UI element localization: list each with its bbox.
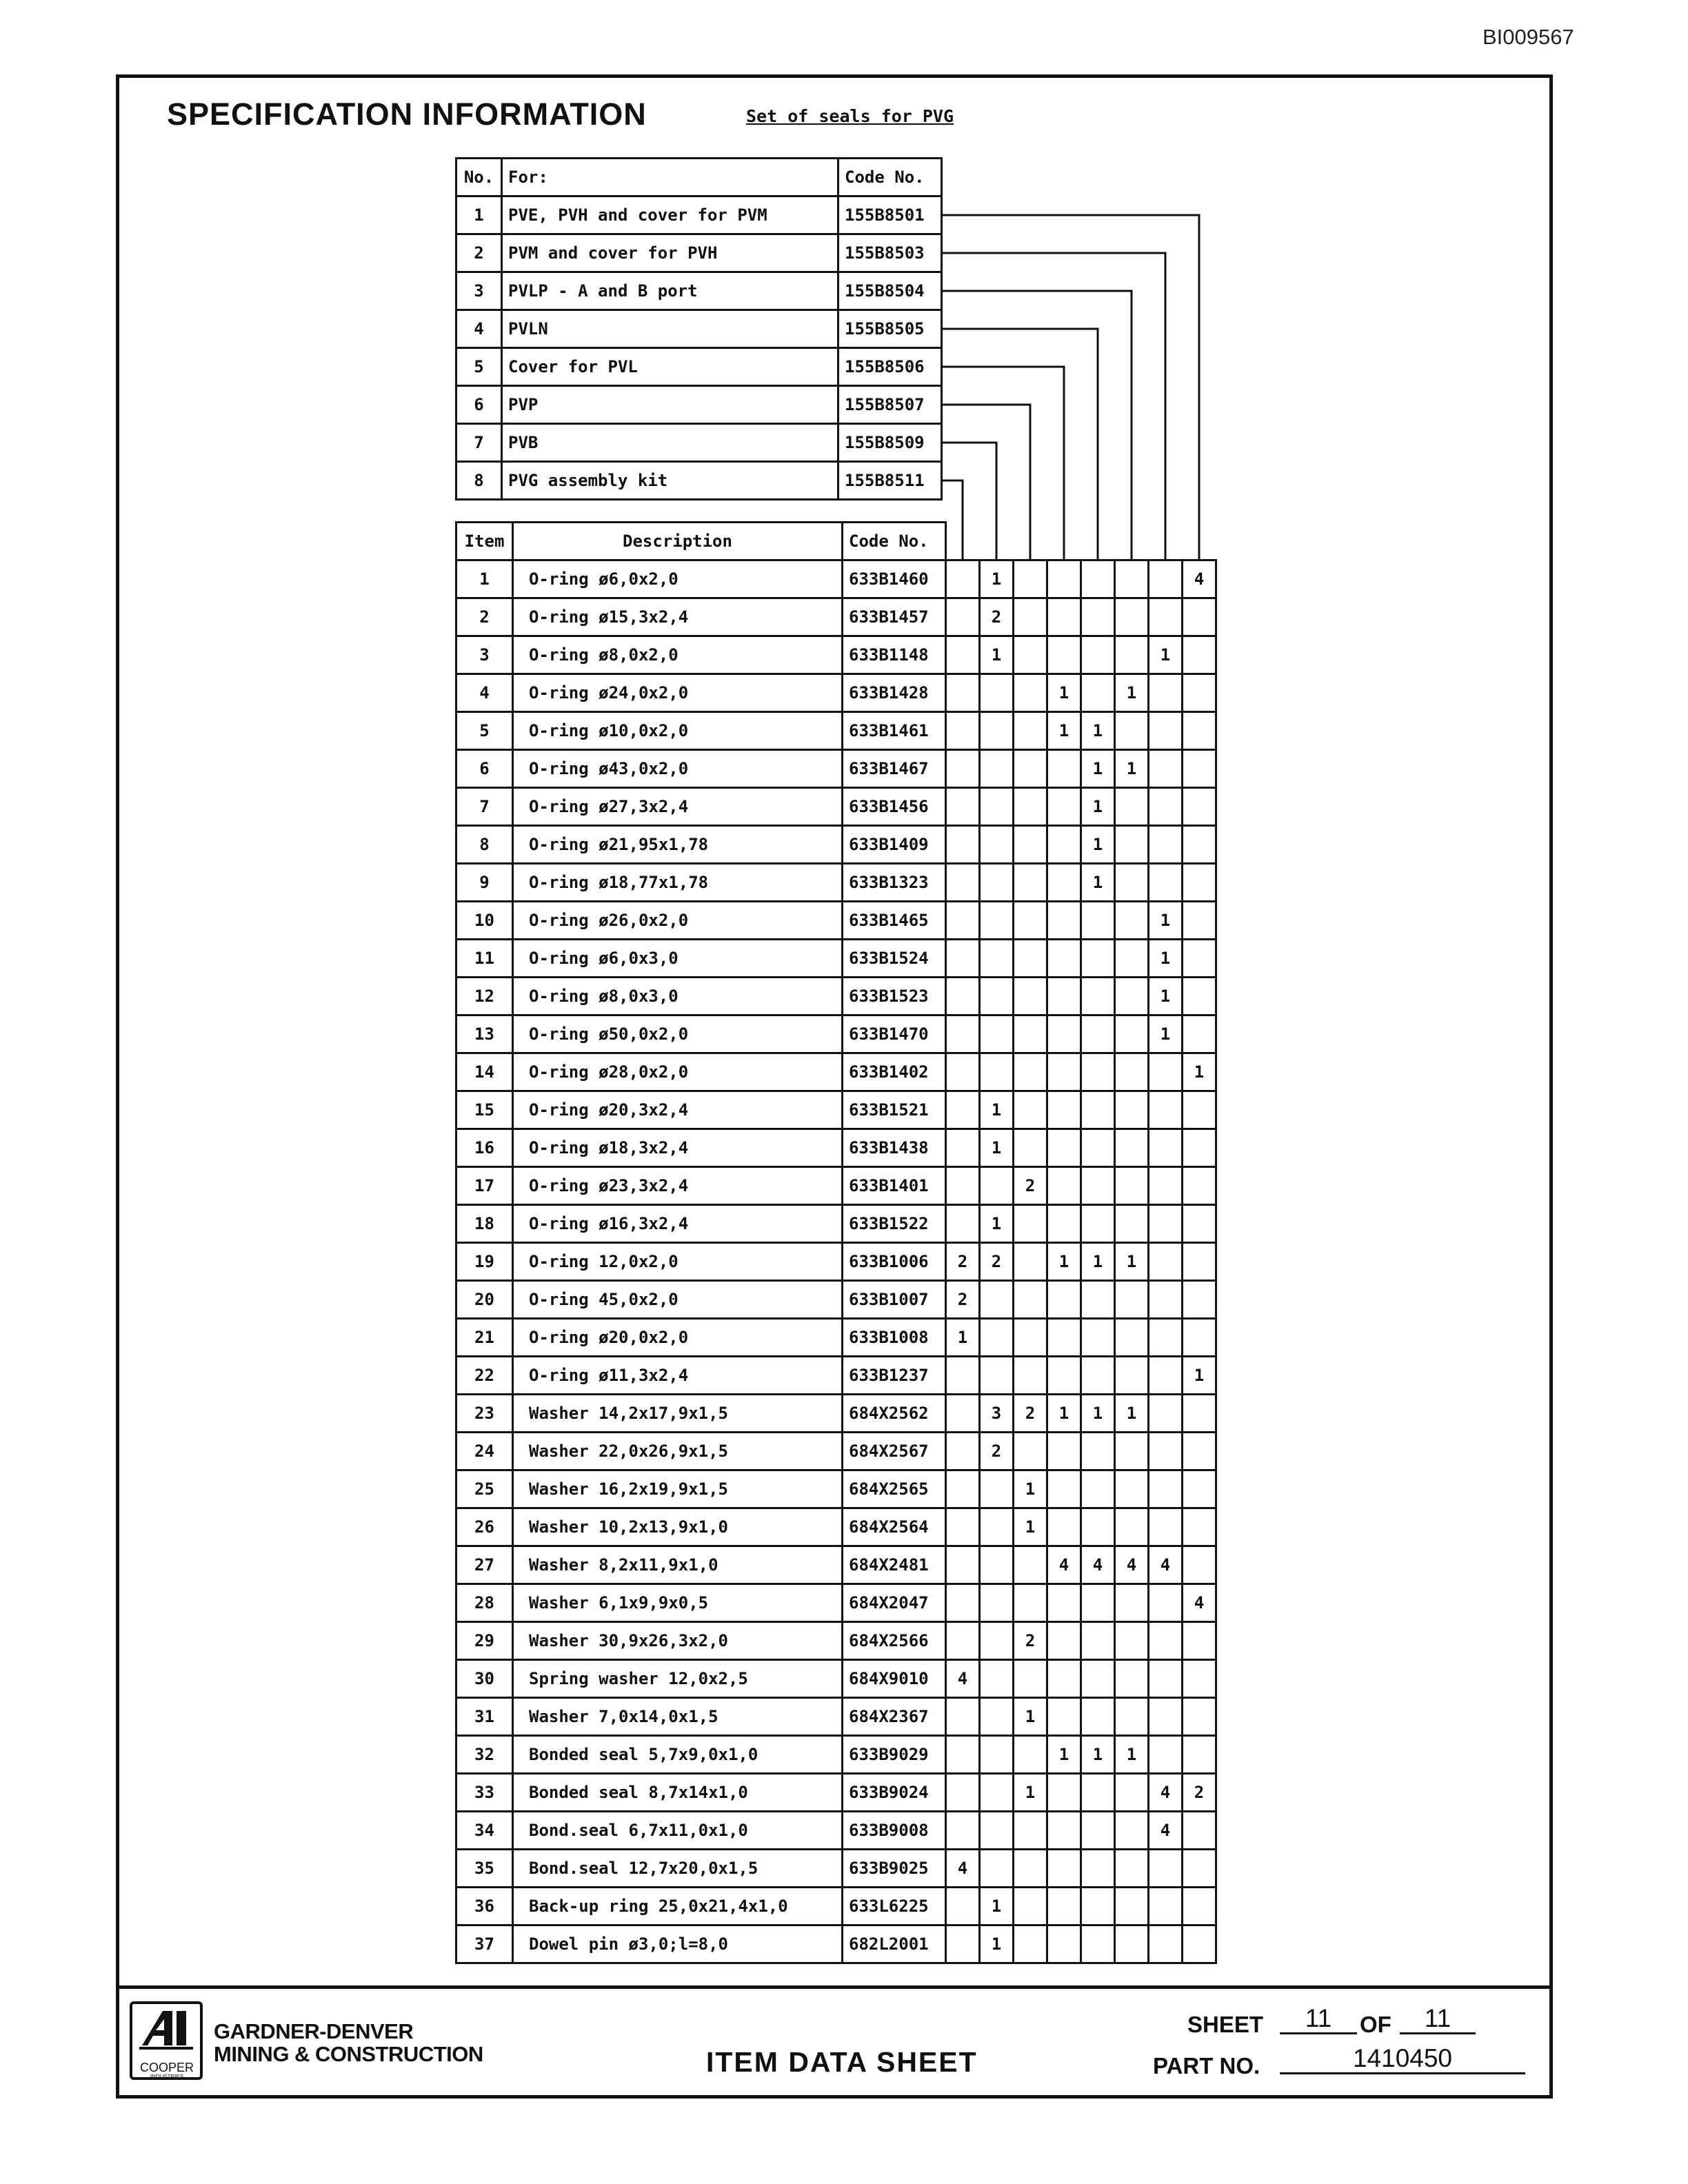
item-description-cell: O-ring 12,0x2,0 [513,1243,843,1281]
kit-8-quantity-cell: 2 [1183,1774,1216,1812]
kit-7-quantity-cell: 1 [1149,940,1183,978]
kit-5-quantity-cell: 1 [1081,788,1115,826]
kit-1-quantity-cell: 1 [946,1319,980,1357]
item-description-cell: O-ring ø8,0x3,0 [513,978,843,1015]
kit-4-quantity-cell: 1 [1047,712,1081,750]
logo-text: COOPER [139,2061,194,2074]
item-number-cell: 14 [456,1053,513,1091]
item-code-cell: 633L6225 [843,1888,946,1925]
item-code-cell: 684X2566 [843,1622,946,1660]
item-description-cell: Washer 7,0x14,0x1,5 [513,1698,843,1736]
item-number-cell: 1 [456,560,513,598]
item-code-cell: 633B1457 [843,598,946,636]
item-description-cell: Washer 22,0x26,9x1,5 [513,1433,843,1470]
item-code-cell: 633B1456 [843,788,946,826]
item-description-cell: O-ring ø11,3x2,4 [513,1357,843,1395]
spec-subtitle: Set of seals for PVG [746,106,954,126]
item-number-cell: 30 [456,1660,513,1698]
kit-7-quantity-cell: 1 [1149,902,1183,940]
for-no-cell: 2 [456,234,502,272]
item-code-cell: 684X2567 [843,1433,946,1470]
item-description-cell: Washer 10,2x13,9x1,0 [513,1508,843,1546]
item-number-cell: 32 [456,1736,513,1774]
item-number-cell: 35 [456,1850,513,1888]
logo-subtext: INDUSTRIES [150,2074,184,2080]
for-col-for: For: [502,159,838,196]
part-number-label: PART NO. [1153,2053,1260,2079]
kit-8-quantity-cell: 1 [1183,1357,1216,1395]
kit-7-quantity-cell: 1 [1149,978,1183,1015]
item-code-cell: 633B1523 [843,978,946,1015]
item-description-cell: Washer 14,2x17,9x1,5 [513,1395,843,1433]
item-description-cell: Spring washer 12,0x2,5 [513,1660,843,1698]
for-col-code: Code No. [838,159,942,196]
item-number-cell: 6 [456,750,513,788]
for-description-cell: PVLN [502,310,838,348]
kit-5-quantity-cell: 4 [1081,1546,1115,1584]
kit-5-quantity-cell: 1 [1081,750,1115,788]
item-description-cell: Washer 8,2x11,9x1,0 [513,1546,843,1584]
item-description-cell: O-ring ø10,0x2,0 [513,712,843,750]
kit-4-quantity-cell: 1 [1047,1736,1081,1774]
item-code-cell: 633B1460 [843,560,946,598]
items-col-description: Description [513,523,843,560]
for-description-cell: PVE, PVH and cover for PVM [502,196,838,234]
item-number-cell: 27 [456,1546,513,1584]
for-no-cell: 3 [456,272,502,310]
item-code-cell: 633B1461 [843,712,946,750]
part-number: 1410450 [1280,2045,1525,2074]
for-code-cell: 155B8503 [838,234,942,272]
item-description-cell: O-ring ø27,3x2,4 [513,788,843,826]
kit-2-quantity-cell: 3 [980,1395,1014,1433]
item-description-cell: Bond.seal 6,7x11,0x1,0 [513,1812,843,1850]
sheet-title: ITEM DATA SHEET [706,2046,978,2078]
kit-7-quantity-cell: 1 [1149,1015,1183,1053]
item-code-cell: 633B1428 [843,674,946,712]
kit-5-quantity-cell: 1 [1081,826,1115,864]
kit-5-leader-line [943,367,1064,560]
for-code-cell: 155B8507 [838,386,942,424]
for-col-no: No. [456,159,502,196]
item-code-cell: 633B1402 [843,1053,946,1091]
item-number-cell: 18 [456,1205,513,1243]
for-description-cell: PVG assembly kit [502,462,838,500]
kit-4-quantity-cell: 1 [1047,1243,1081,1281]
item-code-cell: 633B1522 [843,1205,946,1243]
item-code-cell: 633B1409 [843,826,946,864]
kit-4-quantity-cell: 1 [1047,1395,1081,1433]
kit-4-quantity-cell: 1 [1047,674,1081,712]
item-number-cell: 2 [456,598,513,636]
item-number-cell: 5 [456,712,513,750]
item-number-cell: 34 [456,1812,513,1850]
item-number-cell: 4 [456,674,513,712]
kit-5-quantity-cell: 1 [1081,1395,1115,1433]
kit-2-quantity-cell: 2 [980,1433,1014,1470]
item-number-cell: 29 [456,1622,513,1660]
for-code-cell: 155B8504 [838,272,942,310]
for-description-cell: PVM and cover for PVH [502,234,838,272]
spec-title: SPECIFICATION INFORMATION [167,97,647,132]
kit-7-quantity-cell: 4 [1149,1774,1183,1812]
kit-6-quantity-cell: 1 [1115,1395,1149,1433]
kit-2-quantity-cell: 1 [980,560,1014,598]
item-description-cell: O-ring ø28,0x2,0 [513,1053,843,1091]
kit-2-quantity-cell: 2 [980,1243,1014,1281]
item-code-cell: 633B1467 [843,750,946,788]
for-no-cell: 6 [456,386,502,424]
item-code-cell: 684X2047 [843,1584,946,1622]
company-line-1: GARDNER-DENVER [214,2019,414,2043]
item-description-cell: Dowel pin ø3,0;l=8,0 [513,1925,843,1963]
item-number-cell: 8 [456,826,513,864]
for-description-cell: Cover for PVL [502,348,838,386]
item-code-cell: 633B1465 [843,902,946,940]
kit-7-quantity-cell: 1 [1149,636,1183,674]
kit-2-quantity-cell: 2 [980,598,1014,636]
kit-3-quantity-cell: 1 [1014,1774,1047,1812]
item-description-cell: O-ring ø20,0x2,0 [513,1319,843,1357]
kit-4-leader-line [943,329,1098,560]
kit-5-quantity-cell: 1 [1081,1736,1115,1774]
item-code-cell: 684X2481 [843,1546,946,1584]
for-description-cell: PVLP - A and B port [502,272,838,310]
for-no-cell: 5 [456,348,502,386]
kit-2-quantity-cell: 1 [980,1129,1014,1167]
item-number-cell: 12 [456,978,513,1015]
item-number-cell: 33 [456,1774,513,1812]
logo-caption [134,2061,200,2080]
item-number-cell: 31 [456,1698,513,1736]
kit-8-quantity-cell: 1 [1183,1053,1216,1091]
item-description-cell: O-ring ø23,3x2,4 [513,1167,843,1205]
for-code-cell: 155B8501 [838,196,942,234]
kit-7-leader-line [943,443,996,560]
for-code-cell: 155B8505 [838,310,942,348]
kit-3-quantity-cell: 2 [1014,1167,1047,1205]
kit-3-quantity-cell: 2 [1014,1622,1047,1660]
item-description-cell: O-ring ø21,95x1,78 [513,826,843,864]
items-col-code: Code No. [843,523,946,560]
company-name [214,2020,483,2065]
item-number-cell: 7 [456,788,513,826]
for-no-cell: 7 [456,424,502,462]
item-code-cell: 633B1524 [843,940,946,978]
kit-4-quantity-cell: 4 [1047,1546,1081,1584]
items-col-item: Item [456,523,513,560]
item-description-cell: O-ring ø6,0x2,0 [513,560,843,598]
item-description-cell: O-ring ø8,0x2,0 [513,636,843,674]
item-number-cell: 26 [456,1508,513,1546]
item-code-cell: 633B1008 [843,1319,946,1357]
item-description-cell: O-ring ø6,0x3,0 [513,940,843,978]
item-description-cell: O-ring ø24,0x2,0 [513,674,843,712]
item-description-cell: Bond.seal 12,7x20,0x1,5 [513,1850,843,1888]
item-code-cell: 684X9010 [843,1660,946,1698]
item-description-cell: Back-up ring 25,0x21,4x1,0 [513,1888,843,1925]
for-no-cell: 8 [456,462,502,500]
cooper-logo-icon [132,2004,200,2052]
of-label: OF [1360,2012,1391,2037]
kit-3-quantity-cell: 2 [1014,1395,1047,1433]
kit-1-quantity-cell: 2 [946,1281,980,1319]
item-description-cell: O-ring ø26,0x2,0 [513,902,843,940]
item-code-cell: 633B9029 [843,1736,946,1774]
item-code-cell: 633B1237 [843,1357,946,1395]
for-description-cell: PVP [502,386,838,424]
item-number-cell: 13 [456,1015,513,1053]
sheet-label: SHEET [1187,2012,1264,2037]
item-number-cell: 16 [456,1129,513,1167]
item-code-cell: 633B1007 [843,1281,946,1319]
kit-2-quantity-cell: 1 [980,1888,1014,1925]
item-number-cell: 19 [456,1243,513,1281]
kit-3-quantity-cell: 1 [1014,1470,1047,1508]
item-description-cell: O-ring ø50,0x2,0 [513,1015,843,1053]
item-code-cell: 633B1470 [843,1015,946,1053]
kit-5-quantity-cell: 1 [1081,712,1115,750]
kit-6-quantity-cell: 1 [1115,750,1149,788]
item-number-cell: 23 [456,1395,513,1433]
kit-8-quantity-cell: 4 [1183,560,1216,598]
item-number-cell: 17 [456,1167,513,1205]
item-code-cell: 633B9008 [843,1812,946,1850]
kit-2-quantity-cell: 1 [980,1925,1014,1963]
for-description-cell: PVB [502,424,838,462]
item-description-cell: O-ring ø18,77x1,78 [513,864,843,902]
kit-7-quantity-cell: 4 [1149,1812,1183,1850]
item-number-cell: 20 [456,1281,513,1319]
item-number-cell: 21 [456,1319,513,1357]
item-number-cell: 36 [456,1888,513,1925]
item-description-cell: O-ring ø15,3x2,4 [513,598,843,636]
item-code-cell: 682L2001 [843,1925,946,1963]
footer-divider [116,1985,1553,1989]
item-number-cell: 9 [456,864,513,902]
kit-7-quantity-cell: 4 [1149,1546,1183,1584]
kit-8-leader-line [943,481,963,560]
company-line-2: MINING & CONSTRUCTION [214,2042,483,2066]
item-description-cell: Bonded seal 8,7x14x1,0 [513,1774,843,1812]
item-number-cell: 22 [456,1357,513,1395]
item-number-cell: 10 [456,902,513,940]
for-no-cell: 4 [456,310,502,348]
kit-2-quantity-cell: 1 [980,636,1014,674]
item-code-cell: 633B1438 [843,1129,946,1167]
kit-6-quantity-cell: 1 [1115,1736,1149,1774]
item-code-cell: 684X2564 [843,1508,946,1546]
item-description-cell: O-ring ø16,3x2,4 [513,1205,843,1243]
item-description-cell: O-ring 45,0x2,0 [513,1281,843,1319]
item-description-cell: O-ring ø20,3x2,4 [513,1091,843,1129]
for-no-cell: 1 [456,196,502,234]
kit-6-quantity-cell: 1 [1115,1243,1149,1281]
item-number-cell: 24 [456,1433,513,1470]
for-code-cell: 155B8506 [838,348,942,386]
kit-6-leader-line [943,405,1030,560]
kit-1-leader-line [943,215,1199,560]
item-code-cell: 633B9024 [843,1774,946,1812]
item-number-cell: 11 [456,940,513,978]
kit-5-quantity-cell: 1 [1081,1243,1115,1281]
item-description-cell: O-ring ø43,0x2,0 [513,750,843,788]
item-code-cell: 684X2565 [843,1470,946,1508]
item-number-cell: 25 [456,1470,513,1508]
item-description-cell: Washer 30,9x26,3x2,0 [513,1622,843,1660]
kit-8-quantity-cell: 4 [1183,1584,1216,1622]
item-code-cell: 633B9025 [843,1850,946,1888]
sheet-number: 11 [1280,2005,1357,2034]
item-code-cell: 633B1148 [843,636,946,674]
sheet-total: 11 [1400,2005,1476,2034]
item-description-cell: O-ring ø18,3x2,4 [513,1129,843,1167]
kit-3-quantity-cell: 1 [1014,1508,1047,1546]
item-code-cell: 684X2562 [843,1395,946,1433]
item-number-cell: 28 [456,1584,513,1622]
kit-3-leader-line [943,291,1132,560]
item-description-cell: Bonded seal 5,7x9,0x1,0 [513,1736,843,1774]
item-code-cell: 633B1401 [843,1167,946,1205]
item-code-cell: 633B1006 [843,1243,946,1281]
kit-1-quantity-cell: 4 [946,1660,980,1698]
item-code-cell: 633B1521 [843,1091,946,1129]
item-description-cell: Washer 16,2x19,9x1,5 [513,1470,843,1508]
kit-1-quantity-cell: 4 [946,1850,980,1888]
kit-3-quantity-cell: 1 [1014,1698,1047,1736]
kit-6-quantity-cell: 1 [1115,674,1149,712]
item-description-cell: Washer 6,1x9,9x0,5 [513,1584,843,1622]
item-code-cell: 633B1323 [843,864,946,902]
kit-1-quantity-cell: 2 [946,1243,980,1281]
kit-2-quantity-cell: 1 [980,1205,1014,1243]
kit-6-quantity-cell: 4 [1115,1546,1149,1584]
item-code-cell: 684X2367 [843,1698,946,1736]
item-number-cell: 15 [456,1091,513,1129]
document-id: BI009567 [1483,25,1574,49]
item-number-cell: 37 [456,1925,513,1963]
for-code-cell: 155B8509 [838,424,942,462]
kit-2-quantity-cell: 1 [980,1091,1014,1129]
for-code-cell: 155B8511 [838,462,942,500]
item-number-cell: 3 [456,636,513,674]
kit-5-quantity-cell: 1 [1081,864,1115,902]
